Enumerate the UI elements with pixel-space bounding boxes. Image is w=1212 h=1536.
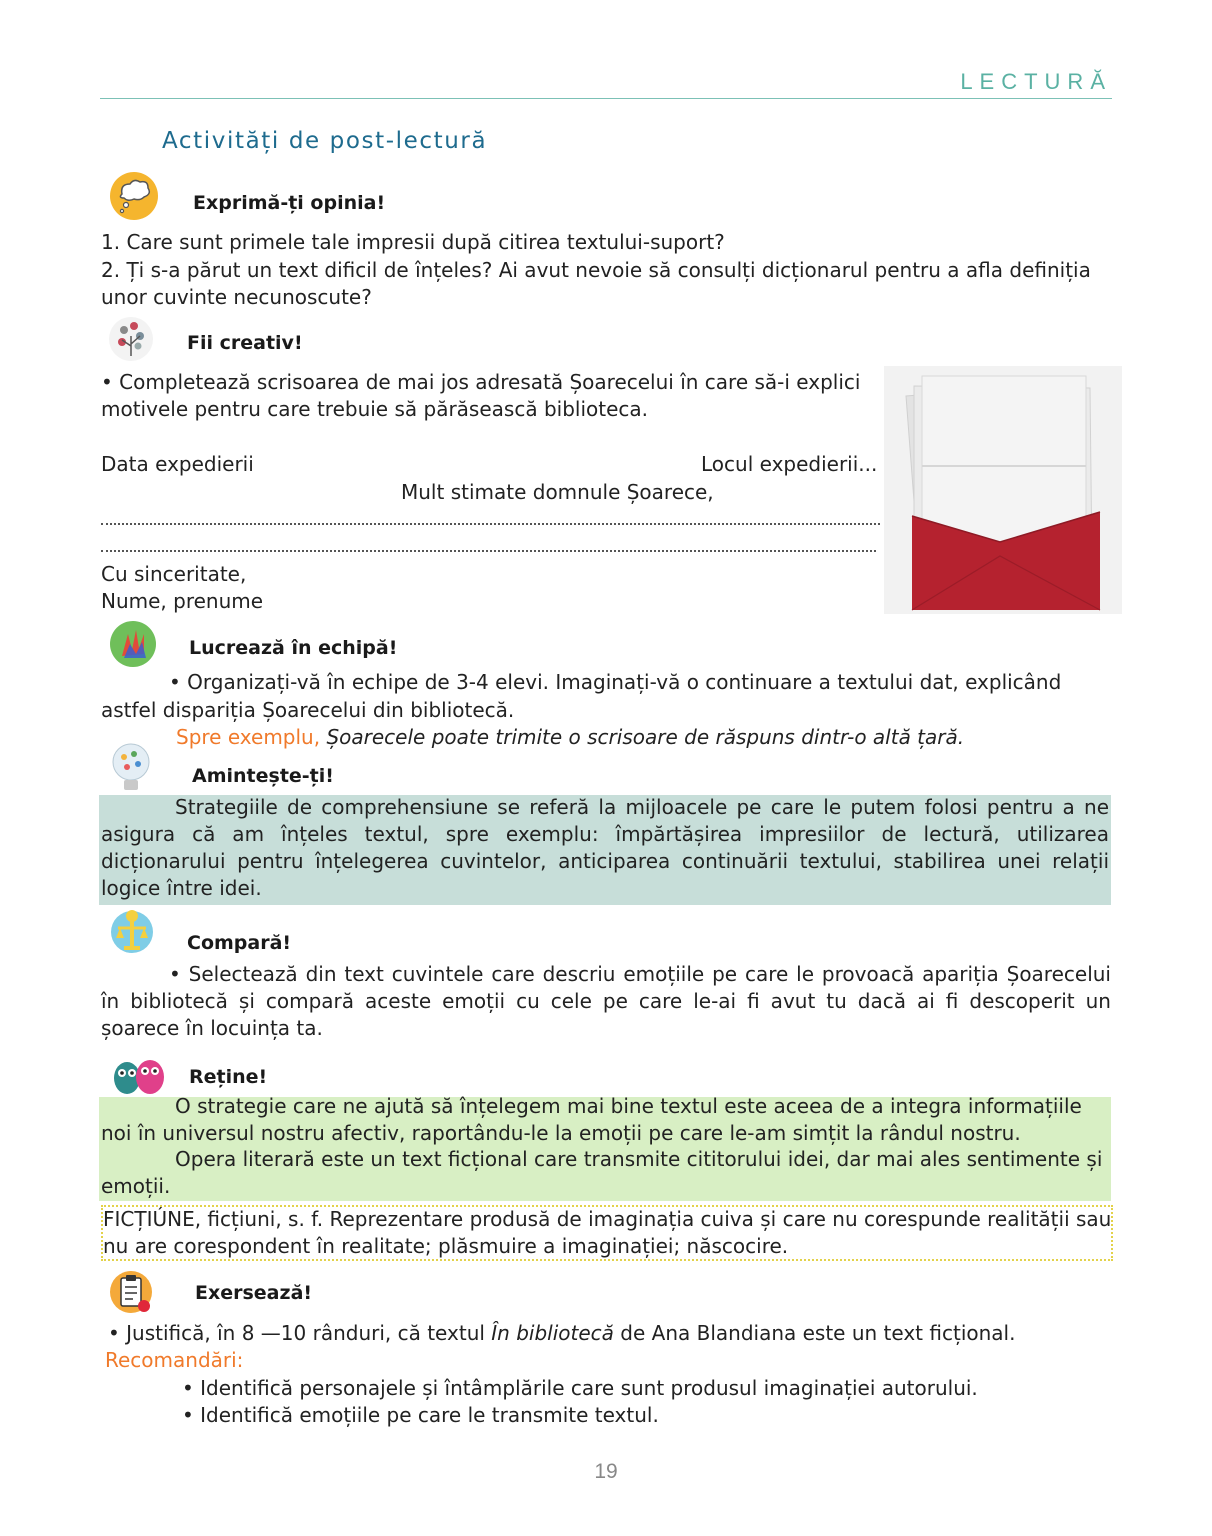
creative-instruction-cont: motivele pentru care trebuie să părăsească biblioteca. — [101, 397, 648, 421]
letter-salutation: Mult stimate domnule Șoarece, — [401, 480, 714, 504]
team-instruction-cont: astfel dispariția Șoarecelui din bibliotecă. — [101, 698, 515, 722]
painted-hands-icon — [110, 620, 156, 668]
owls-icon — [112, 1056, 166, 1096]
exercise-heading: Exersează! — [195, 1282, 313, 1304]
retain-paragraph-1: O strategie care ne ajută să înțelegem mai bine textul este aceea de a integra informațiile noi în universul nostru afectiv, raportându-le la emoții pe care le-am simțit la rândul nostru. — [101, 1094, 1082, 1145]
example-label: Spre exemplu, — [176, 725, 321, 749]
creative-instruction: • Completează scrisoarea de mai jos adresată Șoarecelui în care să-i explici — [101, 370, 861, 394]
opinion-question-2-cont: unor cuvinte necunoscute? — [101, 285, 372, 309]
recommendation-item: • Identifică emoțiile pe care le transmite textul. — [182, 1403, 659, 1427]
thought-bubble-icon — [110, 172, 158, 220]
letter-blank-line — [101, 550, 876, 552]
opinion-heading: Exprimă-ți opinia! — [193, 192, 386, 214]
retain-paragraph-2: Opera literară este un text ficțional care transmite cititorului idei, dar mai ales sentimente și emoții. — [101, 1147, 1103, 1198]
header-divider — [100, 98, 1112, 99]
letter-date-label: Data expedierii — [101, 452, 254, 476]
remember-heading: Amintește-ți! — [192, 765, 334, 787]
clipboard-icon — [110, 1270, 154, 1316]
letter-place-label: Locul expedierii... — [701, 452, 878, 476]
team-heading: Lucrează în echipă! — [189, 637, 398, 659]
exercise-task-title: În bibliotecă — [491, 1321, 614, 1345]
lightbulb-icon — [109, 742, 153, 794]
exercise-task-prefix: • Justifică, în 8 —10 rânduri, că textul — [108, 1321, 492, 1345]
opinion-question-1: 1. Care sunt primele tale impresii după citirea textului-suport? — [101, 230, 725, 254]
compare-text: • Selectează din text cuvintele care descriu emoțiile pe care le provoacă apariția Șoarecelui în bibliotecă și compară aceste emoții cu cele pe care le-ai fi avut tu dacă ai fi descoperit un șoarece în locuința ta. — [101, 962, 1111, 1040]
opinion-question-2: 2. Ți s-a părut un text dificil de înțeles? Ai avut nevoie să consulți dicționarul pentru a afla definiția — [101, 258, 1091, 282]
team-example — [176, 724, 1111, 751]
retain-heading: Reține! — [189, 1066, 268, 1088]
page-number: 19 — [594, 1460, 618, 1483]
team-instruction: • Organizați-vă în echipe de 3-4 elevi. Imaginați-vă o continuare a textului dat, explicând — [169, 670, 1062, 694]
exercise-task-suffix: de Ana Blandiana este un text ficțional. — [613, 1321, 1016, 1345]
recommendations-label: Recomandări: — [105, 1348, 244, 1372]
letter-blank-line — [101, 523, 880, 525]
letter-closing: Cu sinceritate, — [101, 562, 247, 586]
compare-heading: Compară! — [187, 932, 292, 954]
remember-text: Strategiile de comprehensiune se referă la mijloacele pe care le putem folosi pentru a ne asigura că am înțeles textul, spre exemplu: împărtășirea impresiilor de lectură, utilizarea dicționarului pentru înțelegerea cuvintelor, anticiparea continuării textului, stabilirea unei relații logice între idei. — [101, 795, 1109, 900]
balance-scale-icon — [110, 908, 154, 958]
recommendation-item: • Identifică personajele și întâmplările care sunt produsul imaginației autorului. — [182, 1376, 978, 1400]
creative-heading: Fii creativ! — [187, 332, 303, 354]
exercise-task — [108, 1320, 1108, 1347]
section-title: Activități de post-lectură — [162, 128, 488, 154]
envelope-illustration — [884, 366, 1122, 614]
flower-bouquet-icon — [108, 316, 154, 362]
definition-text: FICȚIÚNE, ficțiuni, s. f. Reprezentare produsă de imaginația cuiva și care nu corespunde realității sau nu are corespondent în realitate; plăsmuire a imaginației; născocire. — [103, 1207, 1112, 1258]
header-label: LECTURĂ — [960, 69, 1112, 94]
letter-signature: Nume, prenume — [101, 589, 264, 613]
example-text: Șoarecele poate trimite o scrisoare de răspuns dintr-o altă țară. — [326, 725, 965, 749]
